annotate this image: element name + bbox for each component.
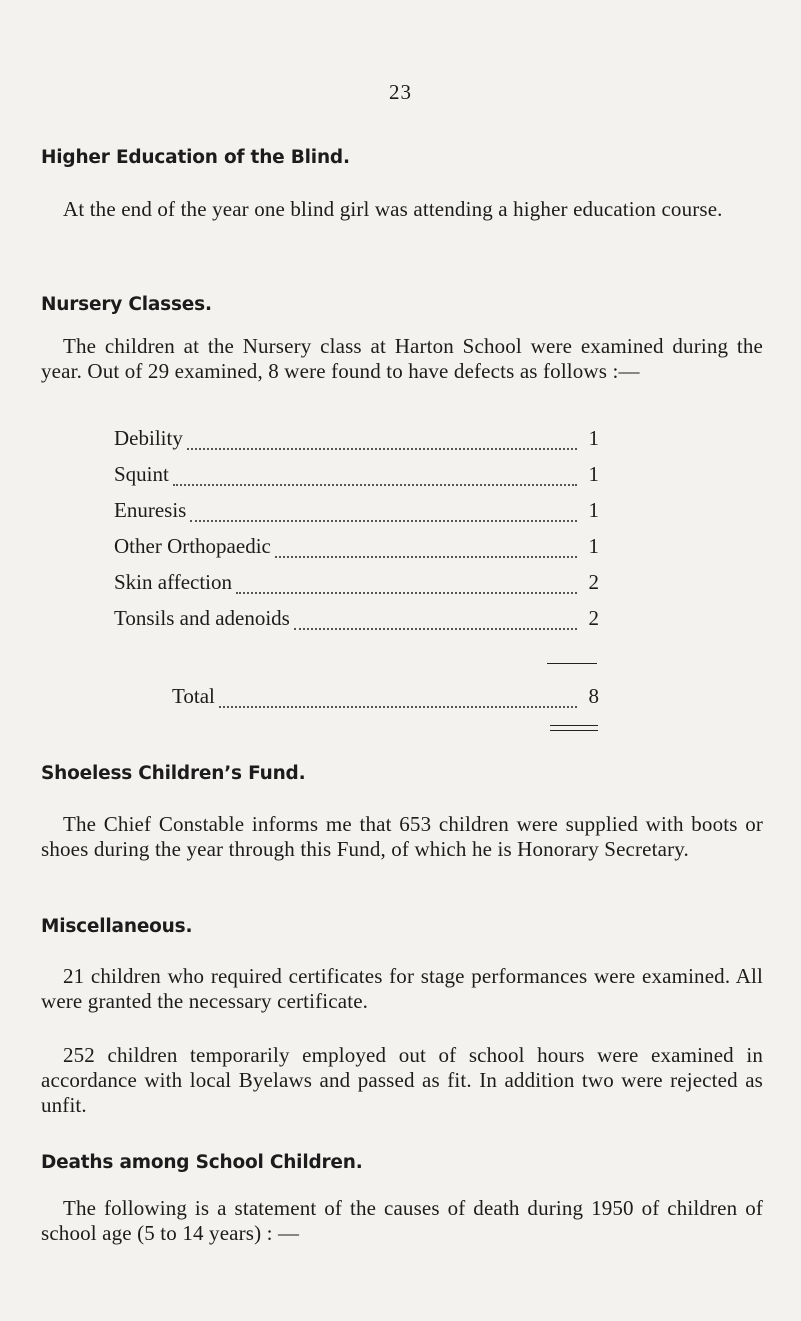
page-number: 23 [389,80,412,104]
paragraph-nursery-classes [41,334,763,384]
paragraph-higher-education [41,197,763,222]
paragraph-text: The following is a statement of the causes of death during 1950 of children of school age (5 to 14 years) : — [41,1196,763,1245]
defect-name: Debility [114,426,183,450]
defect-row [114,528,599,564]
defect-count: 1 [588,462,599,486]
defect-name: Squint [114,462,169,486]
paragraph-text: 252 children temporarily employed out of school hours were examined in accordance with local Byelaws and passed as fit. In addition two were rejected as unfit. [41,1043,763,1117]
defect-count: 1 [588,426,599,450]
paragraph-deaths [41,1196,763,1246]
defect-row [114,456,599,492]
total-count: 8 [588,684,599,708]
paragraph-shoeless-fund [41,812,763,862]
defect-name: Other Orthopaedic [114,534,271,558]
heading-higher-education: Higher Education of the Blind. [41,147,350,168]
defect-name: Skin affection [114,570,233,594]
paragraph-text: The children at the Nursery class at Harton School were examined during the year. Out of 29 examined, 8 were found to have defects as follows :— [41,334,763,383]
paragraph-stage-certificates [41,964,763,1014]
heading-miscellaneous: Miscellaneous. [41,916,193,937]
defect-name: Tonsils and adenoids [114,606,290,630]
total-row [172,678,599,714]
total-double-rule [550,725,598,731]
dot-leader [236,591,577,594]
defect-name: Enuresis [114,498,187,522]
dot-leader [187,447,577,450]
heading-shoeless-fund: Shoeless Children’s Fund. [41,763,306,784]
defect-row [114,564,599,600]
dot-leader [173,483,577,486]
heading-deaths: Deaths among School Children. [41,1152,363,1173]
total-label: Total [172,684,215,708]
dot-leader [190,519,577,522]
dot-leader [275,555,577,558]
paragraph-text: At the end of the year one blind girl was attending a higher education course. [63,197,723,221]
defect-count: 2 [588,606,599,630]
paragraph-employment [41,1043,763,1118]
paragraph-text: The Chief Constable informs me that 653 children were supplied with boots or shoes during the year through this Fund, of which he is Honorary Secretary. [41,812,763,861]
defect-count: 2 [588,570,599,594]
total-rule [547,663,597,664]
dot-leader [219,705,577,708]
defects-list [114,420,599,636]
defect-row [114,492,599,528]
defect-count: 1 [588,498,599,522]
defect-row [114,600,599,636]
defect-count: 1 [588,534,599,558]
dot-leader [294,627,577,630]
paragraph-text: 21 children who required certificates for stage performances were examined. All were granted the necessary certificate. [41,964,763,1013]
heading-nursery-classes: Nursery Classes. [41,294,212,315]
defect-row [114,420,599,456]
